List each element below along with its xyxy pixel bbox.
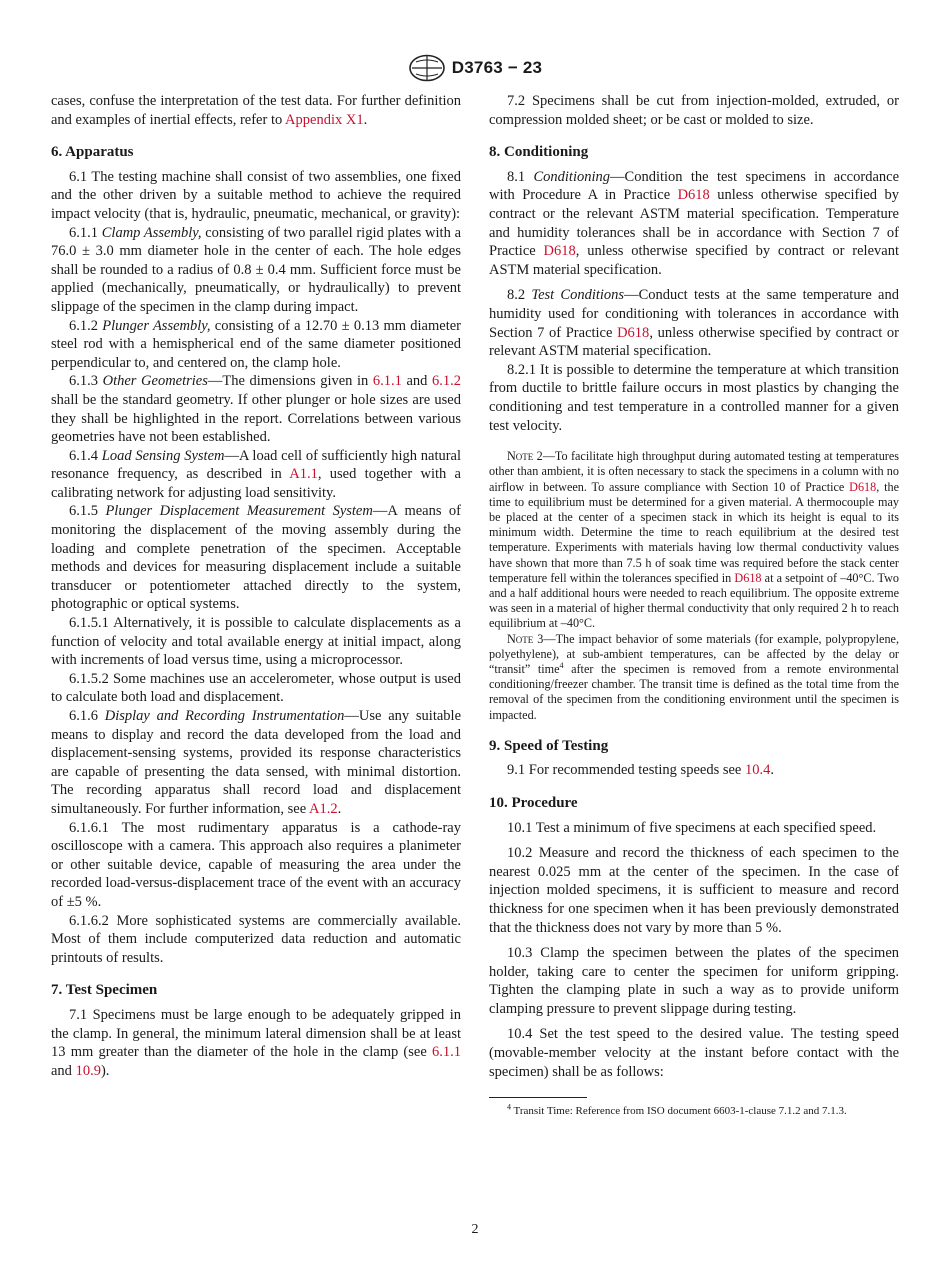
link-d618[interactable]: D618 bbox=[543, 243, 576, 260]
link-appendix-x1[interactable]: Appendix X1 bbox=[285, 111, 364, 128]
paragraph-8-2: 8.2 Test Conditions—Conduct tests at the same temperature and humidity used for conditioning with tolerances in accordance with Section 7 of Practice D618, unless otherwise specified by contract or relevant ASTM material specification. bbox=[489, 287, 900, 360]
paragraph-10-3: 10.3 Clamp the specimen between the plates of the specimen holder, taking care to center the specimen for uniform gripping. Tighten the clamping plate in such a way as to provide uniform clamping pressure to prevent slippage during testing. bbox=[489, 945, 899, 1017]
link-d618[interactable]: D618 bbox=[734, 570, 762, 585]
left-column bbox=[51, 92, 461, 1080]
link-6-1-2[interactable]: 6.1.2 bbox=[432, 373, 462, 390]
paragraph-6-1-5-1: 6.1.5.1 Alternatively, it is possible to calculate displacements as a function of velocity and total available energy at initial impact, along with increments of load versus time, using a microprocessor. bbox=[51, 615, 461, 669]
section-heading-apparatus: 6. Apparatus bbox=[51, 144, 134, 161]
paragraph-6-1-3: 6.1.3 Other Geometries—The dimensions given in 6.1.1 and 6.1.2 shall be the standard geometry. If other plunger or hole sizes are used they shall be highlighted in the report. Correlations between various geometries have not been established. bbox=[51, 373, 462, 446]
paragraph-6-1: 6.1 The testing machine shall consist of two assemblies, one fixed and the other driven by a suitable method to achieve the required impact velocity (that is, hydraulic, pneumatic, mechanical, or gravity): bbox=[51, 168, 461, 222]
right-column bbox=[489, 92, 899, 1118]
note-2: Note 2—To facilitate high throughput during automated testing at temperatures other than ambient, it is often necessary to stack the specimens in a column with no airflow in between. To assure compliance with Section 10 of Practice D618, the time to equilibrium must be determined for a given material. A thermocouple may be placed at the center of a specimen stack in which its height is equal to its minimum width. Determine the time to reach equilibrium at the desired test temperature. Experiments with materials having low thermal conductivity values have shown that more than 7.5 h of soak time was required before the stack center temperature fell within the tolerances specified in D618 at a setpoint of –40°C. Two and a half additional hours were needed to reach equilibrium. The opposite extreme was seen in a material of higher thermal conductivity that only required 2 h to reach equilibrium at –40°C. bbox=[489, 449, 899, 631]
paragraph-6-1-1: 6.1.1 Clamp Assembly, consisting of two parallel rigid plates with a 76.0 ± 3.0 mm diameter hole in the center of each. The hole edges shall be rounded to a radius of 0.8 ± 0.4 mm. Sufficient force must be applied (mechanically, pneumatically, or hydraulically) to prevent slippage of the specimen in the clamp during impact. bbox=[51, 224, 462, 315]
link-a1-2[interactable]: A1.2 bbox=[309, 800, 338, 817]
paragraph-continued: cases, confuse the interpretation of the test data. For further definition and examples of inertial effects, refer to Appendix X1. bbox=[51, 93, 461, 128]
paragraph-10-2: 10.2 Measure and record the thickness of each specimen to the nearest 0.025 mm at the center of the specimen. In the case of injection molded specimens, it is sufficient to measure and record thickness for one specimen when it has been previously demonstrated that the thickness does not vary by more than 5 %. bbox=[489, 845, 899, 936]
paragraph-9-1: 9.1 For recommended testing speeds see 10.4. bbox=[507, 762, 774, 779]
note-3: Note 3—The impact behavior of some materials (for example, polypropylene, polyethylene), at sub-ambient temperatures, can be affected by the delay or “transit” time$^4$ after the specimen is removed from a remote environmental conditioning/freezer chamber. The transit time is defined as the total time from the removal of the specimen from the conditioning environment until the specimen is impacted. bbox=[489, 631, 899, 722]
paragraph-6-1-2: 6.1.2 Plunger Assembly, consisting of a 12.70 ± 0.13 mm diameter steel rod with a hemispherical end of the same diameter positioned perpendicular to, and centered on, the clamp hole. bbox=[51, 317, 462, 371]
section-heading-procedure: 10. Procedure bbox=[489, 794, 578, 811]
paragraph-6-1-6-2: 6.1.6.2 More sophisticated systems are commercially available. Most of them include computerized data reduction and automatic printouts of results. bbox=[51, 912, 461, 966]
link-6-1-1[interactable]: 6.1.1 bbox=[432, 1044, 461, 1061]
link-a1-1[interactable]: A1.1 bbox=[289, 466, 318, 483]
paragraph-7-2: 7.2 Specimens shall be cut from injection-molded, extruded, or compression molded sheet; or be cast or molded to size. bbox=[489, 93, 899, 128]
page-header bbox=[0, 50, 950, 86]
link-d618[interactable]: D618 bbox=[617, 324, 650, 341]
paragraph-6-1-4: 6.1.4 Load Sensing System—A load cell of sufficiently high natural resonance frequency, as described in A1.1, used together with a calibrating network for adjusting load sensitivity. bbox=[51, 447, 462, 501]
document-code: D3763 − 23 bbox=[451, 58, 543, 77]
link-d618[interactable]: D618 bbox=[677, 187, 710, 204]
paragraph-10-1: 10.1 Test a minimum of five specimens at each specified speed. bbox=[507, 819, 877, 836]
section-heading-speed-of-testing: 9. Speed of Testing bbox=[489, 737, 609, 754]
paragraph-10-4: 10.4 Set the test speed to the desired value. The testing speed (movable-member velocity at the instant before contact with the specimen) shall be as follows: bbox=[489, 1026, 899, 1080]
link-10-9[interactable]: 10.9 bbox=[75, 1062, 101, 1079]
paragraph-6-1-5-2: 6.1.5.2 Some machines use an accelerometer, whose output is used to calculate both load and displacement. bbox=[51, 670, 461, 706]
paragraph-6-1-5: 6.1.5 Plunger Displacement Measurement System—A means of monitoring the displacement of the moving assembly during the loading and complete penetration of the specimen. Acceptable methods and devices for measuring displacement include a suitable transducer or potentiometer attached directly to the system, photographic or optical systems. bbox=[51, 503, 462, 613]
link-6-1-1[interactable]: 6.1.1 bbox=[372, 373, 402, 390]
paragraph-6-1-6-1: 6.1.6.1 The most rudimentary apparatus is a cathode-ray oscilloscope with a camera. This approach also requires a planimeter or other suitable device, capable of measuring the area under the recorded load-versus-displacement trace of the event with an accuracy of ±5 %. bbox=[51, 819, 461, 910]
paragraph-7-1: 7.1 Specimens must be large enough to be adequately gripped in the clamp. In general, the minimum lateral dimension shall be at least 13 mm greater than the diameter of the hole in the clamp (see 6.1.1 and 10.9). bbox=[51, 1006, 461, 1079]
paragraph-6-1-6: 6.1.6 Display and Recording Instrumentation—Use any suitable means to display and record the data developed from the load and displacement-sensing systems, provided its response characteristics are capable of presenting the data sensed, with minimal distortion. The recording apparatus shall record load and displacement simultaneously. For further information, see A1.2. bbox=[51, 708, 462, 817]
link-d618[interactable]: D618 bbox=[849, 479, 877, 494]
paragraph-8-1: 8.1 Conditioning—Condition the test specimens in accordance with Procedure A in Practice D618 unless otherwise specified by contract or the relevant ASTM material specification. Temperature and humidity tolerances shall be in accordance with Section 7 of Practice D618, unless otherwise specified by contract or relevant ASTM material specification. bbox=[489, 168, 900, 278]
section-heading-conditioning: 8. Conditioning bbox=[489, 144, 589, 161]
page-number: 2 bbox=[471, 1222, 479, 1237]
section-heading-test-specimen: 7. Test Specimen bbox=[51, 982, 158, 999]
footnote-divider bbox=[489, 1097, 587, 1098]
footnote-4: $^4$ Transit Time: Reference from ISO document 6603-1-clause 7.1.2 and 7.1.3. bbox=[507, 1102, 847, 1118]
paragraph-8-2-1: 8.2.1 It is possible to determine the temperature at which transition from ductile to brittle failure occurs in most plastics by changing the conditioning and test temperature in a controlled manner for a given test velocity. bbox=[489, 361, 899, 434]
link-10-4[interactable]: 10.4 bbox=[744, 762, 771, 779]
astm-logo-icon bbox=[408, 54, 446, 82]
footnote-ref[interactable]: 4 bbox=[559, 660, 564, 670]
